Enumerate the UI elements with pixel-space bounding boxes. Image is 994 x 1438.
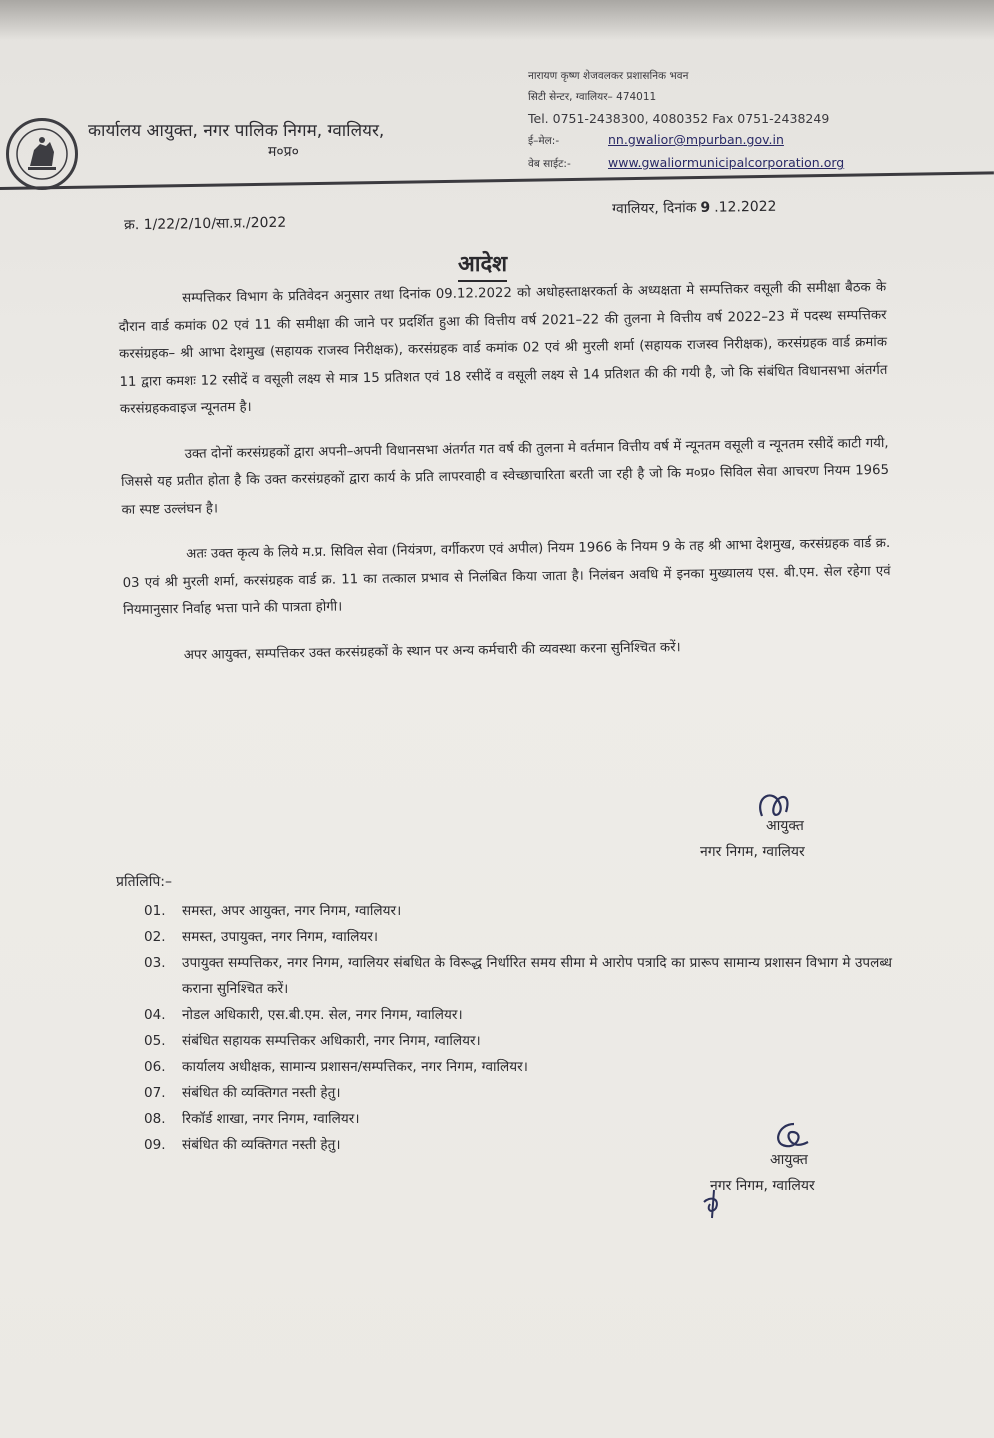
signature-block-2 bbox=[700, 1118, 890, 1228]
list-item: 02. समस्त, उपायुक्त, नगर निगम, ग्वालियर। bbox=[144, 929, 379, 945]
phone-line: Tel. 0751-2438300, 4080352 Fax 0751-2438249 bbox=[528, 111, 830, 126]
paragraph-1: सम्पत्तिकर विभाग के प्रतिवेदन अनुसार तथा दिनांक 09.12.2022 को अधोहस्ताक्षरकर्ता के अध्यक्षता मे सम्पत्तिकर वसूली की समीक्षा बैठक के दौरान वार्ड कमांक 02 एवं 11 की समीक्षा की जाने पर प्रदर्शित हुआ की वित्तीय वर्ष 2021–22 की तुलना मे वित्तीय वर्ष 2022–23 में पदस्थ सम्पत्तिकर करसंग्रहक– श्री आभा देशमुख (सहायक राजस्व निरीक्षक), करसंग्रहक वार्ड कमांक 02 एवं श्री मुरली शर्मा (सहायक राजस्व निरीक्षक), करसंग्रहक वार्ड क्रमांक 11 द्वारा कमशः 12 रसीदें व वसूली लक्ष्य से मात्र 15 प्रतिशत एवं 18 रसीदें व वसूली लक्ष्य से 14 प्रतिशत की की गयी है, जो कि संबंधित विधानसभा अंतर्गत करसंग्रहकवाइज न्यूनतम है। bbox=[118, 279, 888, 417]
signatory-org-2: नगर निगम, ग्वालियर bbox=[710, 1178, 815, 1194]
date-prefix: ग्वालियर, दिनांक bbox=[611, 199, 697, 218]
list-item: 07. संबंधित की व्यक्तिगत नस्ती हेतु। bbox=[144, 1085, 341, 1101]
list-item: 01. समस्त, अपर आयुक्त, नगर निगम, ग्वालियर। bbox=[144, 903, 402, 919]
date-rest: .12.2022 bbox=[714, 198, 777, 216]
list-item: 06. कार्यालय अधीक्षक, सामान्य प्रशासन/सम्पत्तिकर, नगर निगम, ग्वालियर। bbox=[144, 1059, 528, 1075]
office-name: कार्यालय आयुक्त, नगर पालिक निगम, ग्वालियर, bbox=[88, 121, 385, 141]
copies-label: प्रतिलिपि:– bbox=[116, 874, 172, 890]
paragraph-4: अपर आयुक्त, सम्पत्तिकर उक्त करसंग्रहकों के स्थान पर अन्य कर्मचारी की व्यवस्था करना सुनिश्चित करें। bbox=[183, 639, 681, 663]
office-state: म०प्र० bbox=[268, 144, 299, 160]
website-link[interactable]: www.gwaliormunicipalcorporation.org bbox=[608, 155, 845, 170]
reference-number: क्र. 1/22/2/10/सा.प्र./2022 bbox=[123, 214, 287, 234]
list-item: 03. उपायुक्त सम्पत्तिकर, नगर निगम, ग्वालियर संबधित के विरूद्ध निर्धारित समय सीमा मे आरोप पत्रादि का प्रारूप सामान्य प्रशासन विभाग मे उपलब्ध कराना सुनिश्चित करें। bbox=[144, 955, 892, 997]
initial-mark-icon bbox=[700, 1188, 730, 1222]
list-item: 04. नोडल अधिकारी, एस.बी.एम. सेल, नगर निगम, ग्वालियर। bbox=[144, 1007, 463, 1023]
signatory-title-1: आयुक्त bbox=[766, 818, 804, 834]
email-label: ई–मेल:- bbox=[528, 135, 560, 147]
date-day: 9 bbox=[700, 199, 711, 216]
signatory-title-2: आयुक्त bbox=[770, 1152, 808, 1168]
email-row bbox=[528, 129, 928, 152]
document-title: आदेश bbox=[458, 248, 507, 282]
list-item: 05. संबंधित सहायक सम्पत्तिकर अधिकारी, नगर निगम, ग्वालियर। bbox=[144, 1033, 481, 1049]
order-body bbox=[118, 274, 892, 688]
municipal-emblem-icon bbox=[6, 118, 78, 190]
list-item: 09. संबंधित की व्यक्तिगत नस्ती हेतु। bbox=[144, 1137, 341, 1153]
list-item: 08. रिकॉर्ड शाखा, नगर निगम, ग्वालियर। bbox=[144, 1111, 360, 1127]
header-divider bbox=[0, 171, 994, 190]
email-link[interactable]: nn.gwalior@mpurban.gov.in bbox=[608, 132, 784, 147]
address-line-2: सिटी सेन्टर, ग्वालियर– 474011 bbox=[528, 91, 657, 103]
signature-block-1 bbox=[700, 786, 890, 876]
scan-shadow bbox=[0, 0, 994, 40]
paragraph-2: उक्त दोनों करसंग्रहकों द्वारा अपनी–अपनी विधानसभा अंतर्गत गत वर्ष की तुलना मे वर्तमान वित्तीय वर्ष में न्यूनतम वसूली व न्यूनतम रसीदें काटी गयी, जिससे यह प्रतीत होता है कि उक्त करसंग्रहकों द्वारा कार्य के प्रति लापरवाही व स्वेच्छाचारिता बरती जा रही है जो कि म०प्र० सिविल सेवा आचरण नियम 1965 का स्पष्ट उल्लंघन है। bbox=[120, 435, 890, 518]
contact-block bbox=[528, 66, 928, 175]
address-line-1: नारायण कृष्ण शेजवलकर प्रशासनिक भवन bbox=[528, 70, 689, 82]
paragraph-3: अतः उक्त कृत्य के लिये म.प्र. सिविल सेवा (नियंत्रण, वर्गीकरण एवं अपील) नियम 1966 के नियम 9 के तह श्री आभा देशमुख, करसंग्रहक वार्ड क्र. 03 एवं श्री मुरली शर्मा, करसंग्रहक वार्ड क्र. 11 का तत्काल प्रभाव से निलंबित किया जाता है। निलंबन अवधि में इनका मुख्यालय एस. बी.एम. सेल रहेगा एवं नियमानुसार निर्वाह भत्ता पाने की पात्रता होगी। bbox=[122, 535, 891, 618]
website-label: वेब साईट:- bbox=[528, 158, 571, 170]
dateline bbox=[612, 197, 777, 219]
signatory-org-1: नगर निगम, ग्वालियर bbox=[700, 844, 805, 860]
website-row bbox=[528, 152, 928, 175]
